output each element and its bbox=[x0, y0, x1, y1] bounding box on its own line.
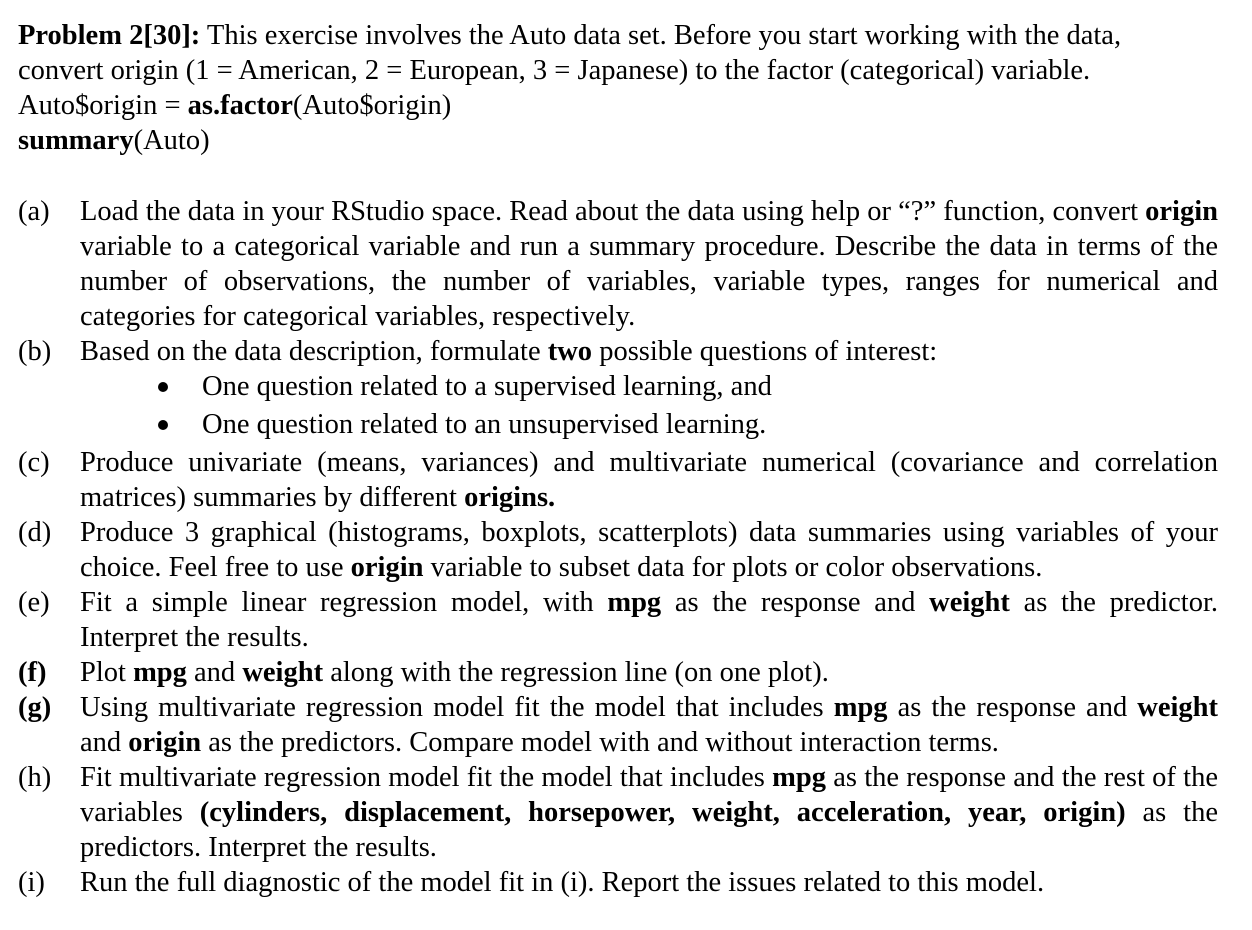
item-label: (h) bbox=[18, 762, 52, 793]
item-a bbox=[18, 194, 1218, 334]
item-b bbox=[18, 334, 1218, 369]
problem-intro-cont: convert origin (1 = American, 2 = European, 3 = Japanese) to the factor (categorical) variable. bbox=[18, 55, 1091, 86]
item-d bbox=[18, 515, 1218, 585]
item-label: (c) bbox=[18, 447, 50, 478]
bullet-icon bbox=[158, 369, 202, 404]
item-label: (a) bbox=[18, 196, 50, 227]
item-b-bullets bbox=[158, 369, 1218, 445]
bullet-icon bbox=[158, 407, 202, 442]
code-line-summary: summary(Auto) bbox=[18, 125, 210, 156]
item-label: (d) bbox=[18, 517, 52, 548]
problem-intro: This exercise involves the Auto data set. Before you start working with the data, bbox=[200, 20, 1122, 51]
problem-header bbox=[18, 18, 1218, 158]
item-label: (e) bbox=[18, 587, 50, 618]
item-text: Using multivariate regression model fit the model that includes mpg as the response and weight and origin as the predictors. Compare model with and without interaction terms. bbox=[80, 692, 1218, 758]
item-text: Plot mpg and weight along with the regression line (on one plot). bbox=[80, 657, 829, 688]
item-c bbox=[18, 445, 1218, 515]
problem-title: Problem 2[30]: bbox=[18, 20, 201, 51]
item-e bbox=[18, 585, 1218, 655]
list-item: One question related to a supervised learning, and bbox=[158, 369, 1218, 407]
item-label: (i) bbox=[18, 867, 45, 898]
item-text: Fit multivariate regression model fit the model that includes mpg as the response and the rest of the variables (cylinders, displacement, horsepower, weight, acceleration, year, origin) as the predictors. Interpret the results. bbox=[80, 762, 1218, 863]
item-text: Load the data in your RStudio space. Read about the data using help or “?” function, convert origin variable to a categorical variable and run a summary procedure. Describe the data in terms of the number of observations, the number of variables, variable types, ranges for numerical and categories for categorical variables, respectively. bbox=[80, 196, 1218, 332]
item-text: Based on the data description, formulate two possible questions of interest: bbox=[80, 336, 938, 367]
question-list bbox=[18, 194, 1218, 900]
item-text: Produce univariate (means, variances) and multivariate numerical (covariance and correlation matrices) summaries by different origins. bbox=[80, 447, 1218, 513]
item-f bbox=[18, 655, 1218, 690]
list-item: One question related to an unsupervised learning. bbox=[158, 407, 1218, 445]
code-line-as-factor: Auto$origin = as.factor(Auto$origin) bbox=[18, 90, 452, 121]
item-label: (f) bbox=[18, 657, 47, 688]
item-text: Run the full diagnostic of the model fit in (i). Report the issues related to this model. bbox=[80, 867, 1045, 898]
item-text: Produce 3 graphical (histograms, boxplots, scatterplots) data summaries using variables of your choice. Feel free to use origin variable to subset data for plots or color observations. bbox=[80, 517, 1218, 583]
item-text: Fit a simple linear regression model, with mpg as the response and weight as the predictor. Interpret the results. bbox=[80, 587, 1218, 653]
item-h bbox=[18, 760, 1218, 865]
item-i bbox=[18, 865, 1218, 900]
problem-title-line bbox=[18, 18, 1218, 53]
item-label: (g) bbox=[18, 692, 52, 723]
item-g bbox=[18, 690, 1218, 760]
item-label: (b) bbox=[18, 336, 52, 367]
